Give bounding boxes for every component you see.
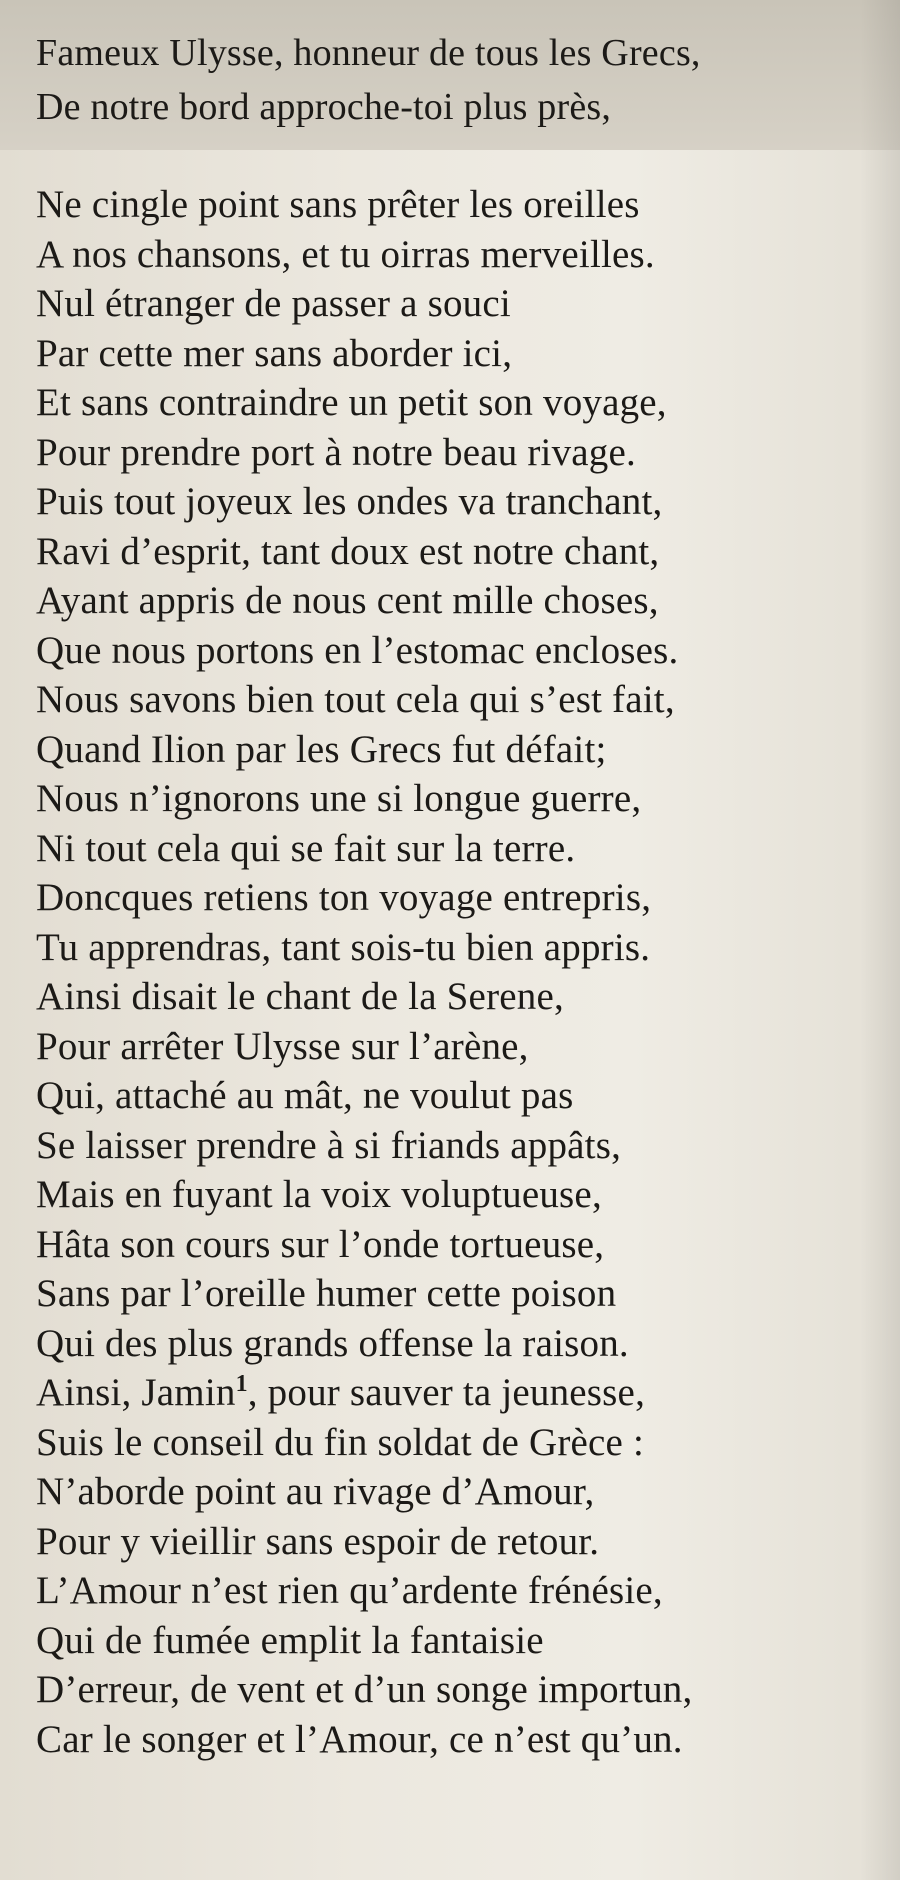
verse-line: Quand Ilion par les Grecs fut défait; — [36, 727, 607, 771]
verse-line: Pour prendre port à notre beau rivage. — [36, 430, 636, 474]
verse-line: Se laisser prendre à si friands appâts, — [36, 1123, 622, 1167]
footnote-marker: 1 — [235, 1371, 248, 1397]
verse-line-with-note — [36, 1368, 692, 1418]
main-stanza — [36, 180, 692, 1764]
verse-line: D’erreur, de vent et d’un songe importun, — [36, 1668, 693, 1711]
verse-line: A nos chansons, et tu oirras merveilles. — [36, 232, 655, 276]
verse-line: Nous savons bien tout cela qui s’est fait, — [36, 678, 675, 721]
verse-line: Ni tout cela qui se fait sur la terre. — [36, 826, 576, 870]
verse-line: Puis tout joyeux les ondes va tranchant, — [36, 480, 663, 523]
verse-line: Tu apprendras, tant sois-tu bien appris. — [36, 925, 651, 969]
verse-line: Pour y vieillir sans espoir de retour. — [36, 1519, 600, 1563]
verse-line: Qui, attaché au mât, ne voulut pas — [36, 1074, 574, 1117]
verse-line: Nous n’ignorons une si longue guerre, — [36, 777, 642, 820]
verse-line: Qui de fumée emplit la fantaisie — [36, 1618, 544, 1662]
verse-line: Ravi d’esprit, tant doux est notre chant, — [36, 529, 660, 573]
verse-line: Ne cingle point sans prêter les oreilles — [36, 183, 640, 226]
verse-line: Que nous portons en l’estomac encloses. — [36, 628, 679, 672]
verse-line: De notre bord approche-toi plus près, — [36, 86, 612, 128]
verse-line: Qui des plus grands offense la raison. — [36, 1321, 629, 1365]
verse-line: Hâta son cours sur l’onde tortueuse, — [36, 1222, 605, 1266]
verse-line: Pour arrêter Ulysse sur l’arène, — [36, 1024, 529, 1068]
verse-line: Et sans contraindre un petit son voyage, — [36, 381, 667, 424]
page-shadow — [860, 0, 900, 1880]
opening-stanza — [36, 26, 701, 134]
verse-text: Ainsi, Jamin — [36, 1371, 236, 1414]
verse-text: , pour sauver ta jeunesse, — [247, 1371, 646, 1414]
verse-line: Fameux Ulysse, honneur de tous les Grecs, — [36, 32, 701, 74]
verse-line: Ainsi disait le chant de la Serene, — [36, 975, 564, 1018]
verse-line: L’Amour n’est rien qu’ardente frénésie, — [36, 1569, 663, 1612]
verse-line: Par cette mer sans aborder ici, — [36, 331, 513, 375]
verse-line: Mais en fuyant la voix voluptueuse, — [36, 1173, 602, 1216]
verse-line: Suis le conseil du fin soldat de Grèce : — [36, 1420, 645, 1464]
verse-line: Sans par l’oreille humer cette poison — [36, 1272, 617, 1315]
verse-line: Doncques retiens ton voyage entrepris, — [36, 876, 652, 919]
verse-line: Ayant appris de nous cent mille choses, — [36, 579, 659, 622]
verse-line: Car le songer et l’Amour, ce n’est qu’un. — [36, 1717, 683, 1761]
verse-line: N’aborde point au rivage d’Amour, — [36, 1470, 595, 1513]
verse-line: Nul étranger de passer a souci — [36, 282, 511, 325]
